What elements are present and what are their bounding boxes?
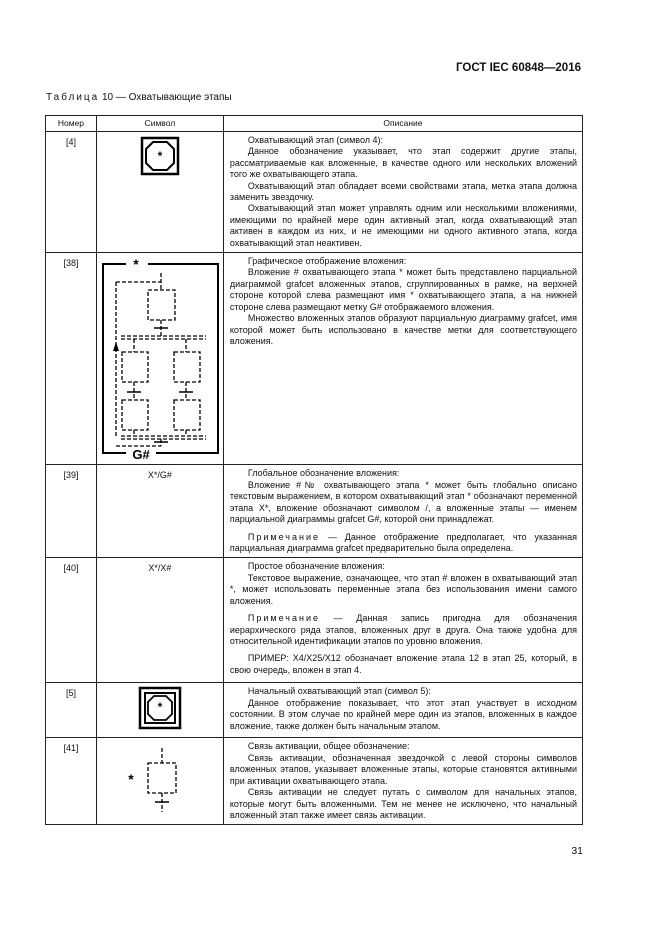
caption-text: 10 — Охватывающие этапы	[102, 92, 232, 103]
description-cell	[223, 253, 582, 465]
description-paragraph: Охватывающий этап обладает всеми свойствами этапа, метка этапа должна заменить звездочку.	[229, 180, 577, 203]
description-paragraph: Связь активации, общее обозначение:	[247, 741, 410, 752]
enclosure-diagram-icon	[98, 256, 222, 461]
description-cell	[223, 738, 582, 825]
enclosing-steps-table	[45, 115, 583, 825]
symbol-cell	[96, 132, 223, 253]
activation-link-icon	[110, 740, 210, 820]
note-label: Примечание	[247, 531, 320, 542]
table-row	[46, 465, 583, 558]
row-number: [41]	[46, 738, 97, 825]
description-paragraph: Глобальное обозначение вложения:	[247, 468, 400, 479]
table-header-row	[46, 116, 583, 132]
column-header-description: Описание	[223, 116, 582, 132]
column-header-symbol: Символ	[96, 116, 223, 132]
description-cell	[223, 465, 582, 558]
description-paragraph: Вложение #№ охватывающего этапа * может быть глобально описано текстовым выражением, в котором охватывающий этап * обозначают переменной этапа X*, вложение обозначают символом /, а вложенные этапы — именем парциальной диаграммы grafcet G#, которой они принадлежат.	[229, 479, 577, 525]
note-paragraph	[230, 532, 577, 555]
description-paragraph: Охватывающий этап (символ 4):	[247, 135, 384, 145]
table-row	[46, 683, 583, 738]
standard-header: ГОСТ IEC 60848—2016	[456, 62, 581, 74]
table-caption	[46, 92, 232, 103]
note-text: — Данное отображение предполагает, что указанная парциальная диаграмма grafcet предварительно была определена.	[229, 531, 577, 553]
row-number: [5]	[46, 683, 97, 738]
enclosure-star-label: *	[133, 256, 139, 273]
column-header-number: Номер	[46, 116, 97, 132]
enclosure-tag-label: G#	[132, 447, 150, 462]
symbol-text: X*/X#	[96, 558, 223, 683]
description-paragraph: Простое обозначение вложения:	[247, 561, 385, 572]
note-label: Примечание	[247, 613, 320, 624]
symbol-cell	[96, 253, 223, 465]
description-cell	[223, 683, 582, 738]
table-row	[46, 253, 583, 465]
row-number: [39]	[46, 465, 97, 558]
enclosing-step-icon	[138, 136, 182, 176]
note-text: — Данная запись пригодна для обозначения иерархического ряда этапов, вложенных друг в друга. Она также удобна для относительной идентификации этапов по уровню вложения.	[229, 613, 577, 646]
description-paragraph: Связь активации, обозначенная звездочкой с левой стороны символов вложенных этапов, указывает вложенные этапы, которые становятся активными при активации охватывающего этапа.	[229, 752, 577, 786]
page-number: 31	[571, 845, 583, 857]
description-paragraph: Данное обозначение указывает, что этап содержит другие этапы, рассматриваемые как вложенные, в качестве одного или нескольких вложений того же охватывающего этапа.	[229, 146, 577, 180]
example-paragraph: ПРИМЕР: X4/X25/X12 обозначает вложение этапа 12 в этап 25, который, в свою очередь, вложен в этап 4.	[229, 653, 577, 675]
description-paragraph: Связь активации не следует путать с символом для начальных этапов, которые могут быть вложенными. Тем не менее не исключено, что начальный вложенный этап также имеет связь активации.	[229, 787, 577, 820]
description-cell	[223, 558, 582, 683]
description-paragraph: Множество вложенных этапов образуют парциальную диаграмму grafcet, имя которой может быть использовано в качестве метки для соответствующего вложения.	[229, 313, 577, 346]
description-paragraph: Текстовое выражение, означающее, что этап # вложен в охватывающий этап *, может использовать переменные этапа без использования имени самого вложения.	[229, 572, 577, 606]
caption-prefix: Таблица	[46, 92, 100, 103]
description-paragraph: Данное отображение показывает, что этот этап участвует в исходном состоянии. В этом случае по крайней мере один из этапов, вложенных в каждое вложение, также должен быть начальным этапом.	[229, 697, 577, 731]
symbol-text: X*/G#	[96, 465, 223, 558]
table-row	[46, 738, 583, 825]
svg-text:*: *	[157, 149, 163, 163]
row-number: [4]	[46, 132, 97, 253]
table-row	[46, 558, 583, 683]
table-row	[46, 132, 583, 253]
svg-text:*: *	[157, 700, 163, 715]
initial-enclosing-step-icon	[138, 686, 182, 730]
description-cell	[223, 132, 582, 253]
note-paragraph	[230, 613, 577, 647]
symbol-cell	[96, 738, 223, 825]
description-paragraph: Графическое отображение вложения:	[247, 256, 407, 267]
description-paragraph: Начальный охватывающий этап (символ 5):	[247, 686, 431, 697]
row-number: [40]	[46, 558, 97, 683]
row-number: [38]	[46, 253, 97, 465]
description-paragraph: Охватывающий этап может управлять одним или несколькими вложениями, имеющими по крайней мере один активный этап, когда охватывающий этап активен в каждом из них, и не имеющими ни одного активного этапа, когда охватывающий этап неактивен.	[229, 203, 577, 248]
description-paragraph: Вложение # охватывающего этапа * может быть представлено парциальной диаграммой grafcet вложенных этапов, сгруппированных в рамке, на верхней стороне которой слева размещают имя * охватывающего этапа, а на нижней стороне слева размещают метку G# отображаемого вложения.	[229, 267, 577, 312]
activation-star-label: *	[128, 771, 134, 788]
symbol-cell	[96, 683, 223, 738]
